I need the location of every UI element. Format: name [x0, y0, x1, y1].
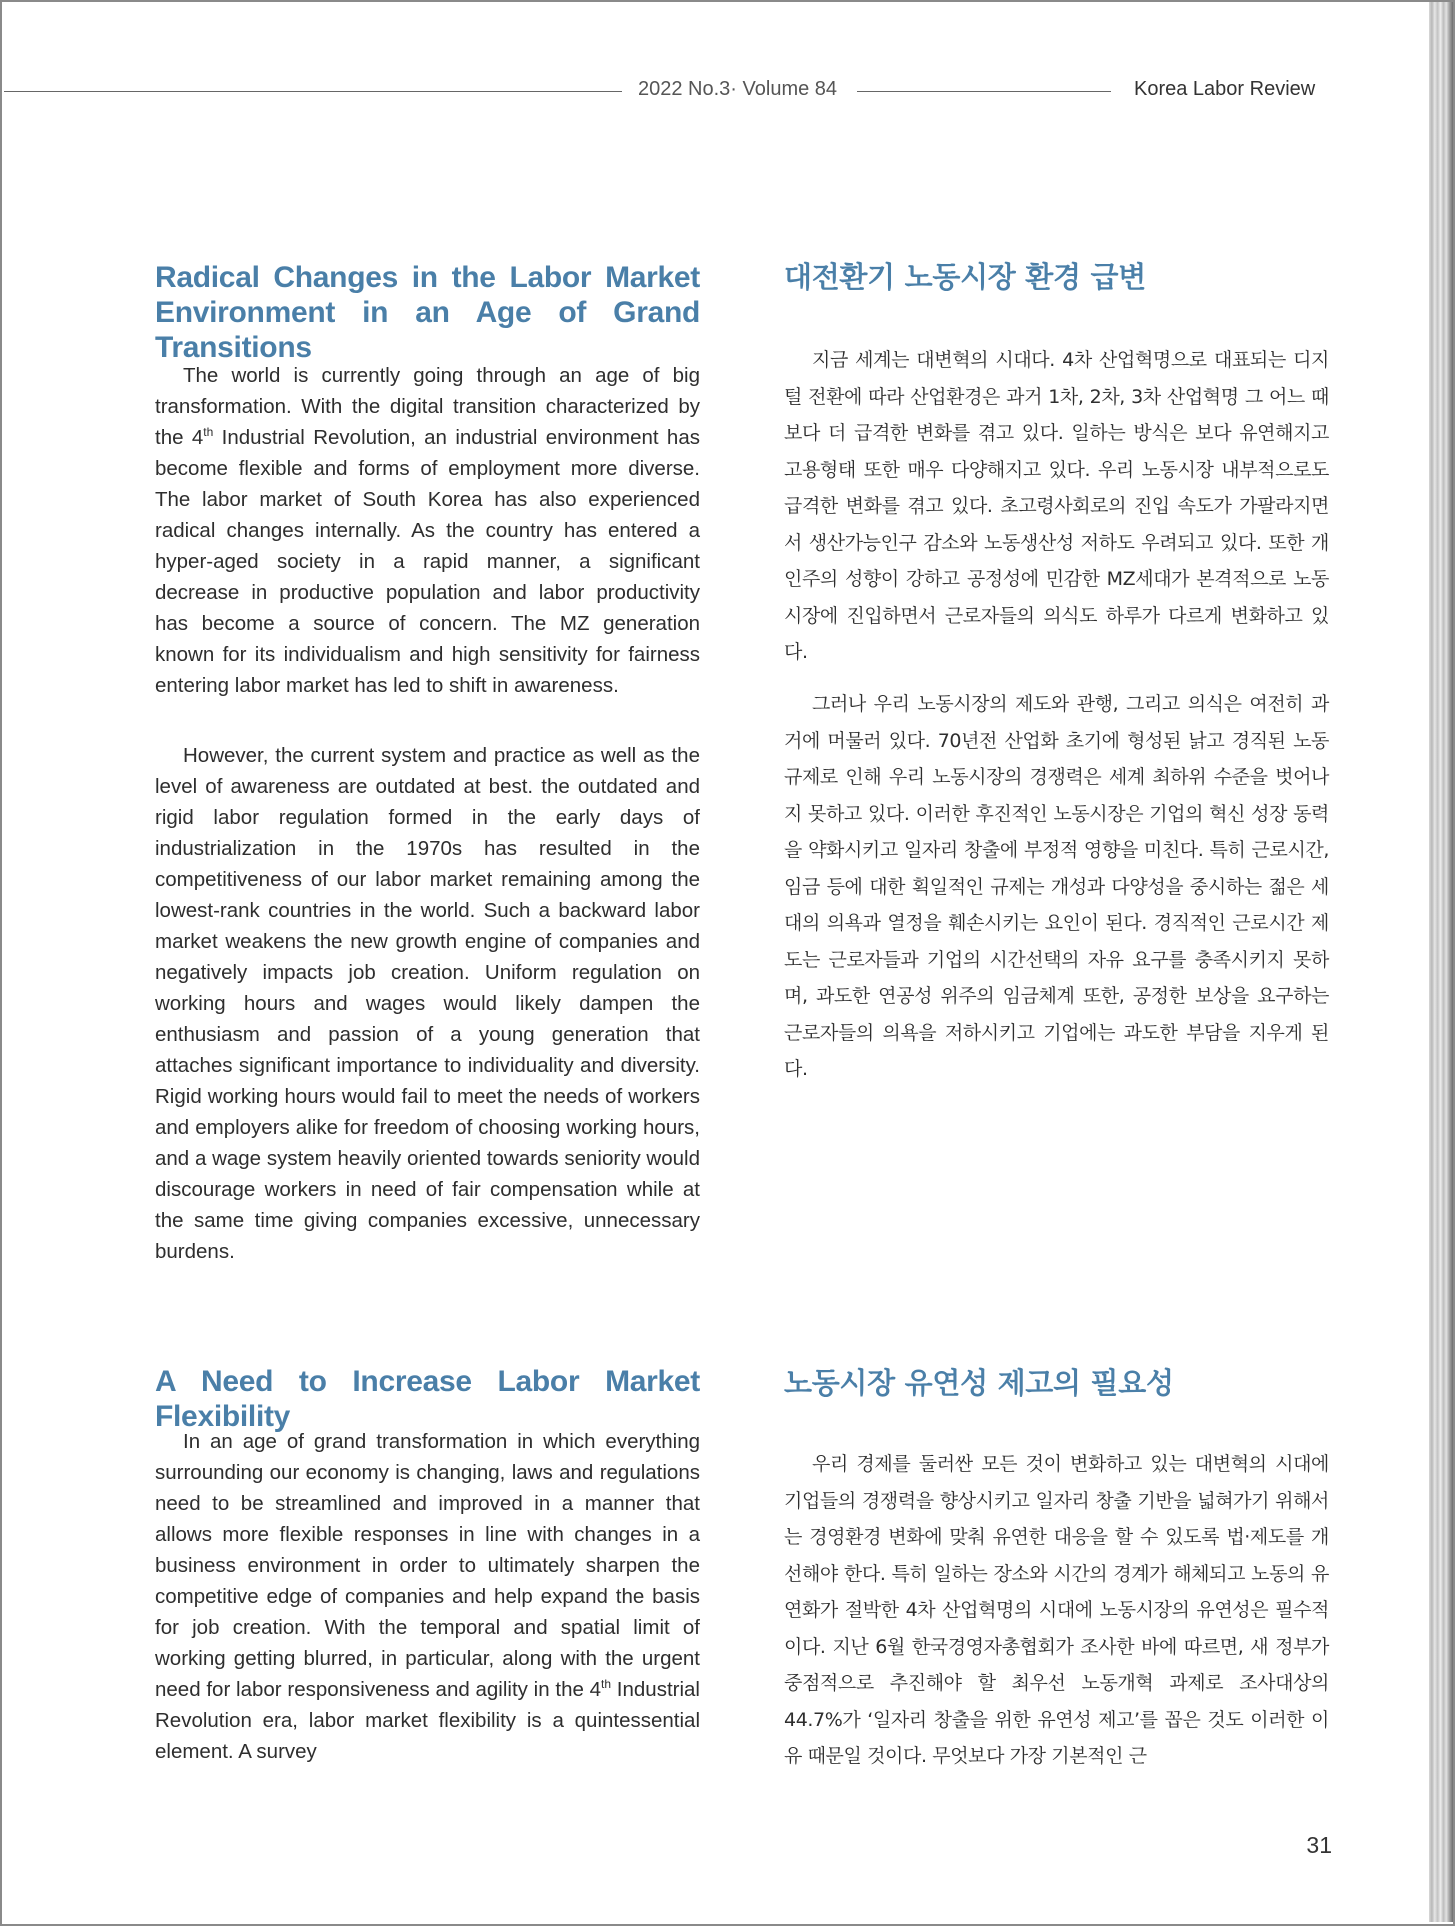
section-heading-ko: 대전환기 노동시장 환경 급변 — [784, 260, 1146, 294]
paragraph-ko: 지금 세계는 대변혁의 시대다. 4차 산업혁명으로 대표되는 디지털 전환에 따라 산업환경은 과거 1차, 2차, 3차 산업혁명 그 어느 때보다 더 급격한 변화를 겪고 있다. 일하는 방식은 보다 유연해지고 고용형태 또한 매우 다양해지고 있다. 우리 노동시장 내부적으로도 급격한 변화를 겪고 있다. 초고령사회로의 진입 속도가 가팔라지면서 생산가능인구 감소와 노동생산성 저하도 우려되고 있다. 또한 개인주의 성향이 강하고 공정성에 민감한 MZ세대가 본격적으로 노동시장에 진입하면서 근로자들의 의식도 하루가 다르게 변화하고 있다. — [784, 349, 1329, 663]
section-heading-en: A Need to Increase Labor Market Flexibility — [155, 1365, 700, 1433]
paragraph-en: However, the current system and practice as well as the level of awareness are outdated at best. the outdated and rigid labor regulation formed in the early days of industrialization in the 1970s has resulted in the competitiveness of our labor market remaining among the lowest-rank countries in the world. Such a backward labor market weakens the new growth engine of companies and negatively impacts job creation. Uniform regulation on working hours and wages would likely dampen the enthusiasm and passion of a young generation that attaches significant importance to individuality and diversity. Rigid working hours would fail to meet the needs of workers and employers alike for freedom of choosing working hours, and a wage system heavily oriented towards seniority would discourage workers in need of fair compensation while at the same time giving companies excessive, unnecessary burdens. — [155, 744, 700, 1263]
ordinal-suffix: th — [601, 1677, 612, 1692]
page-number: 31 — [1306, 1832, 1332, 1858]
document-page — [2, 2, 1430, 1922]
section-heading-ko: 노동시장 유연성 제고의 필요성 — [784, 1366, 1174, 1400]
paragraph-ko: 그러나 우리 노동시장의 제도와 관행, 그리고 의식은 여전히 과거에 머물러 있다. 70년전 산업화 초기에 형성된 낡고 경직된 노동규제로 인해 우리 노동시장의 경쟁력은 세계 최하위 수준을 벗어나지 못하고 있다. 이러한 후진적인 노동시장은 기업의 혁신 성장 동력을 약화시키고 일자리 창출에 부정적 영향을 미친다. 특히 근로시간, 임금 등에 대한 획일적인 규제는 개성과 다양성을 중시하는 젊은 세대의 의욕과 열정을 훼손시키는 요인이 된다. 경직적인 근로시간 제도는 근로자들과 기업의 시간선택의 자유 요구를 충족시키지 못하며, 과도한 연공성 위주의 임금체계 또한, 공정한 보상을 요구하는 근로자들의 의욕을 저하시키고 기업에는 과도한 부담을 지우게 된다. — [784, 693, 1329, 1080]
ordinal-suffix: th — [203, 425, 214, 440]
paragraph-en — [155, 1426, 700, 1767]
header-rule — [857, 91, 1111, 92]
page-edges — [1429, 2, 1453, 1922]
paragraph-ko: 우리 경제를 둘러싼 모든 것이 변화하고 있는 대변혁의 시대에 기업들의 경쟁력을 향상시키고 일자리 창출 기반을 넓혀가기 위해서는 경영환경 변화에 맞춰 유연한 대응을 할 수 있도록 법·제도를 개선해야 한다. 특히 일하는 장소와 시간의 경계가 해체되고 노동의 유연화가 절박한 4차 산업혁명의 시대에 노동시장의 유연성은 필수적이다. 지난 6월 한국경영자총협회가 조사한 바에 따르면, 새 정부가 중점적으로 추진해야 할 최우선 노동개혁 과제로 조사대상의 44.7%가 ‘일자리 창출을 위한 유연성 제고’를 꼽은 것도 이러한 이유 때문일 것이다. 무엇보다 가장 기본적인 근 — [784, 1453, 1329, 1767]
paragraph-text: In an age of grand transformation in which everything surrounding our economy is changing, laws and regulations need to be streamlined and improved in a manner that allows more flexible responses in line with changes in a business environment in order to ultimately sharpen the competitive edge of companies and help expand the basis for job creation. With the temporal and spatial limit of working getting blurred, in particular, along with the urgent need for labor responsiveness and agility in the 4 — [155, 1430, 700, 1701]
section-heading-en: Radical Changes in the Labor Market Environment in an Age of Grand Transitions — [155, 261, 700, 364]
paragraph-text: Industrial Revolution, an industrial environment has become flexible and forms of employment more diverse. The labor market of South Korea has also experienced radical changes internally. As the country has entered a hyper-aged society in a rapid manner, a significant decrease in productive population and labor productivity has become a source of concern. The MZ generation known for its individualism and high sensitivity for fairness entering labor market has led to shift in awareness. — [155, 426, 700, 697]
journal-title: Korea Labor Review — [1134, 78, 1316, 100]
paragraph-en — [155, 360, 700, 701]
issue-label: 2022 No.3· Volume 84 — [638, 78, 838, 100]
header-rule — [4, 91, 622, 92]
paragraph-text: Industrial Revolution era, labor market flexibility is a quintessential element. A survey — [155, 1678, 700, 1763]
paragraph-text: The world is currently going through an age of big transformation. With the digital transition characterized by the 4 — [155, 364, 700, 449]
